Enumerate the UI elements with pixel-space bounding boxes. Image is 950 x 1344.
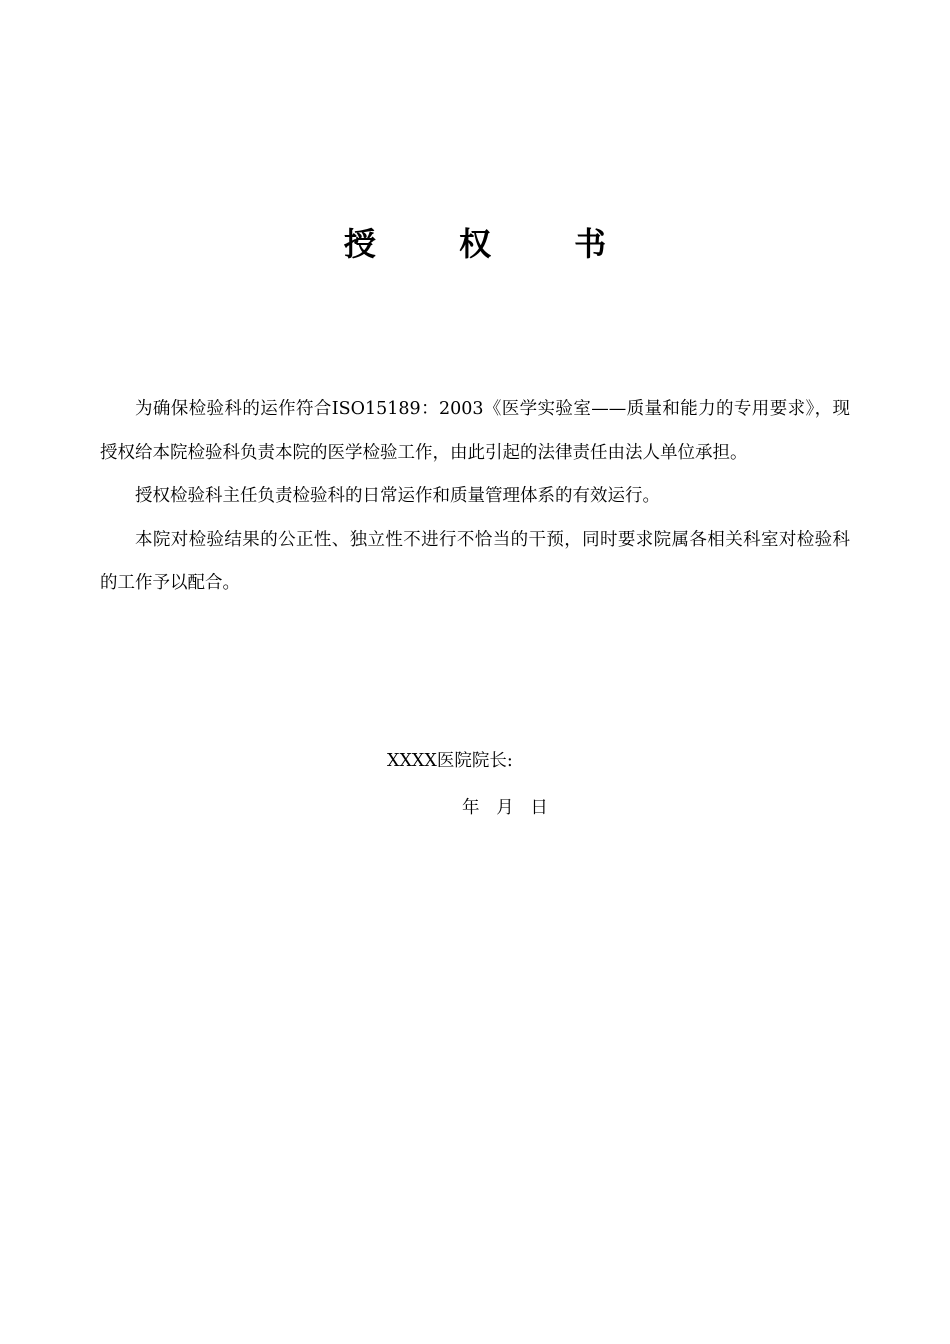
- paragraph-authorization: 为确保检验科的运作符合ISO15189：2003《医学实验室——质量和能力的专用要求》，现授权给本院检验科负责本院的医学检验工作，由此引起的法律责任由法人单位承担。: [100, 399, 850, 463]
- paragraph-director-responsibility: 授权检验科主任负责检验科的日常运作和质量管理体系的有效运行。: [135, 486, 660, 506]
- signature-line: XXXX医院院长:: [387, 751, 513, 771]
- paragraph-independence: 本院对检验结果的公正性、独立性不进行不恰当的干预，同时要求院属各相关科室对检验科的工作予以配合。: [100, 529, 850, 593]
- date-line: 年 月 日: [462, 798, 548, 818]
- document-title: 授 权 书: [343, 225, 643, 263]
- document-body: [100, 388, 850, 606]
